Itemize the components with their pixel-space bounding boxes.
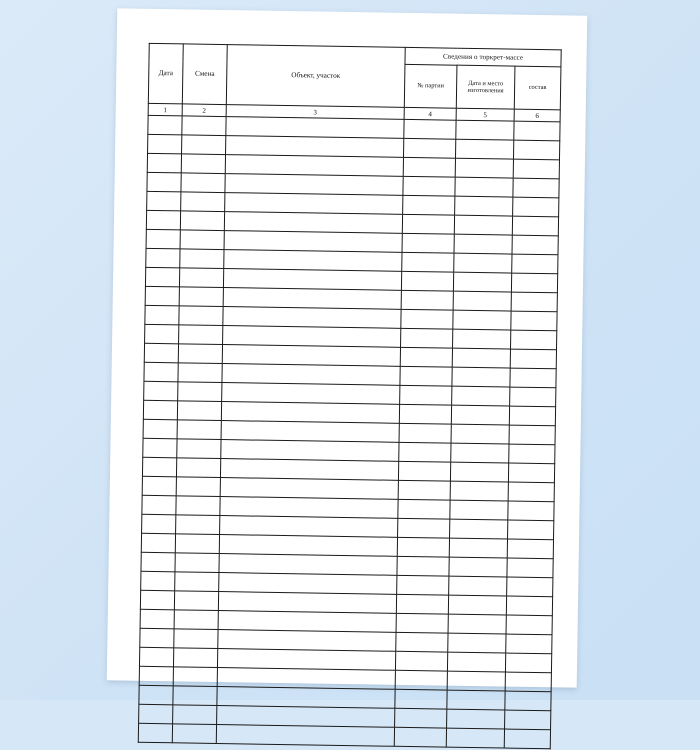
table-cell-empty[interactable] [506,634,552,654]
table-cell-empty[interactable] [146,248,180,268]
table-cell-empty[interactable] [404,138,456,158]
table-cell-empty[interactable] [403,195,455,215]
table-cell-empty[interactable] [512,235,558,255]
table-cell-empty[interactable] [142,495,176,515]
table-cell-empty[interactable] [507,539,553,559]
table-cell-empty[interactable] [401,271,453,291]
table-cell-empty[interactable] [396,613,448,633]
column-group-header-material-info: Сведения о торкрет-массе [405,47,561,66]
table-cell-empty[interactable] [139,666,173,686]
table-cell-empty[interactable] [511,292,557,312]
table-cell-empty[interactable] [139,704,173,724]
table-cell-empty[interactable] [174,610,218,630]
column-header-composition: состав [514,66,561,110]
table-cell-empty[interactable] [146,210,180,230]
table-cell-empty[interactable] [512,254,558,274]
table-cell-empty[interactable] [143,438,177,458]
table-cell-empty[interactable] [450,481,508,501]
table-cell-empty[interactable] [180,249,224,269]
table-cell-empty[interactable] [453,291,511,311]
table-cell-empty[interactable] [400,347,452,367]
table-cell-empty[interactable] [449,557,507,577]
table-cell-empty[interactable] [451,405,509,425]
table-cell-empty[interactable] [450,500,508,520]
table-cell-empty[interactable] [175,534,219,554]
table-cell-empty[interactable] [142,457,176,477]
table-cell-empty[interactable] [147,153,181,173]
table-cell-empty[interactable] [182,135,226,155]
table-cell-empty[interactable] [400,385,452,405]
journal-table [138,43,562,749]
table-cell-empty[interactable] [178,363,222,383]
table-cell-empty[interactable] [514,121,560,141]
table-cell-empty[interactable] [449,538,507,558]
table-cell-empty[interactable] [142,476,176,496]
table-cell-empty[interactable] [145,324,179,344]
table-cell-empty[interactable] [510,387,556,407]
table-cell-empty[interactable] [448,633,506,653]
column-header-date-place-manufacture: Дата и место изготовления [456,65,515,109]
table-cell-empty[interactable] [148,115,182,135]
table-cell-empty[interactable] [177,401,221,421]
table-cell-empty[interactable] [180,211,224,231]
table-cell-empty[interactable] [447,671,505,691]
table-cell-empty[interactable] [179,325,223,345]
table-cell-empty[interactable] [449,576,507,596]
table-cell-empty[interactable] [453,272,511,292]
table-cell-empty[interactable] [401,328,453,348]
table-cell-empty[interactable] [400,366,452,386]
table-cell-empty[interactable] [179,306,223,326]
table-cell-empty[interactable] [513,159,559,179]
table-cell-empty[interactable] [447,690,505,710]
table-cell-empty[interactable] [401,290,453,310]
table-cell-empty[interactable] [145,267,179,287]
table-cell-empty[interactable] [397,556,449,576]
table-cell-empty[interactable] [173,705,217,725]
table-cell-empty[interactable] [173,648,217,668]
table-cell-empty[interactable] [450,462,508,482]
table-cell-empty[interactable] [181,173,225,193]
table-cell-empty[interactable] [513,197,559,217]
table-cell-empty[interactable] [513,140,559,160]
table-cell-empty[interactable] [511,311,557,331]
table-cell-empty[interactable] [398,480,450,500]
table-cell-empty[interactable] [399,404,451,424]
table-cell-empty[interactable] [139,647,173,667]
table-cell-empty[interactable] [509,444,555,464]
table-cell-empty[interactable] [144,362,178,382]
table-cell-empty[interactable] [402,233,454,253]
table-cell-empty[interactable] [174,591,218,611]
table-cell-empty[interactable] [396,632,448,652]
table-cell-empty[interactable] [508,501,554,521]
table-cell-empty[interactable] [144,343,178,363]
table-cell-empty[interactable] [142,514,176,534]
table-cell-empty[interactable] [396,594,448,614]
table-cell-empty[interactable] [446,728,504,748]
table-cell-empty[interactable] [404,119,456,139]
column-header-shift: Смена [182,44,227,105]
table-cell-empty[interactable] [454,234,512,254]
table-cell-empty[interactable] [504,729,550,749]
table-cell-empty[interactable] [508,520,554,540]
table-cell-empty[interactable] [145,305,179,325]
table-cell-empty[interactable] [507,577,553,597]
table-cell-empty[interactable] [177,439,221,459]
table-cell-empty[interactable] [395,670,447,690]
column-header-batch-number: № партии [404,64,457,108]
table-cell-empty[interactable] [450,519,508,539]
table-cell-empty[interactable] [182,116,226,136]
table-cell-empty[interactable] [395,651,447,671]
table-cell-empty[interactable] [176,477,220,497]
table-cell-empty[interactable] [511,273,557,293]
table-cell-empty[interactable] [178,382,222,402]
column-header-object: Объект, участок [226,45,405,108]
table-cell-empty[interactable] [176,515,220,535]
table-cell-empty[interactable] [138,723,172,743]
table-cell-empty[interactable] [144,381,178,401]
table-cell-empty[interactable] [148,134,182,154]
table-cell-empty[interactable] [508,482,554,502]
table-cell-empty[interactable] [456,120,514,140]
table-cell-empty[interactable] [180,230,224,250]
table-cell-empty[interactable] [455,139,513,159]
table-cell-empty[interactable] [510,349,556,369]
table-cell-empty[interactable] [398,518,450,538]
document-page [107,8,587,687]
table-cell-empty[interactable] [181,192,225,212]
table-cell-empty[interactable] [513,178,559,198]
table-cell-empty[interactable] [174,629,218,649]
table-cell-empty[interactable] [143,400,177,420]
table-cell-empty[interactable] [397,575,449,595]
table-cell-empty[interactable] [394,727,446,747]
table-cell-empty[interactable] [403,157,455,177]
table-cell-empty[interactable] [451,424,509,444]
table-cell-empty[interactable] [452,348,510,368]
table-cell-empty[interactable] [216,724,394,746]
column-number-1: 1 [148,103,182,116]
table-cell-empty[interactable] [455,177,513,197]
table-cell-empty[interactable] [448,595,506,615]
table-cell-empty[interactable] [141,571,175,591]
table-cell-empty[interactable] [505,672,551,692]
table-cell-empty[interactable] [399,423,451,443]
table-cell-empty[interactable] [181,154,225,174]
table-cell-empty[interactable] [179,287,223,307]
table-cell-empty[interactable] [399,442,451,462]
table-cell-empty[interactable] [177,420,221,440]
table-cell-empty[interactable] [143,419,177,439]
table-cell-empty[interactable] [453,310,511,330]
table-cell-empty[interactable] [139,685,173,705]
table-cell-empty[interactable] [451,443,509,463]
table-cell-empty[interactable] [511,330,557,350]
table-cell-empty[interactable] [173,686,217,706]
table-header-group-row [149,43,561,66]
table-cell-empty[interactable] [505,653,551,673]
table-cell-empty[interactable] [403,176,455,196]
table-cell-empty[interactable] [509,406,555,426]
table-cell-empty[interactable] [448,614,506,634]
column-number-2: 2 [182,104,226,117]
table-cell-empty[interactable] [176,496,220,516]
table-cell-empty[interactable] [402,252,454,272]
column-number-5: 5 [456,108,514,121]
table-cell-empty[interactable] [505,710,551,730]
table-cell-empty[interactable] [146,229,180,249]
table-cell-empty[interactable] [147,172,181,192]
table-cell-empty[interactable] [397,537,449,557]
table-cell-empty[interactable] [401,309,453,329]
table-cell-empty[interactable] [398,499,450,519]
table-cell-empty[interactable] [506,596,552,616]
table-cell-empty[interactable] [454,253,512,273]
table-cell-empty[interactable] [452,367,510,387]
table-cell-empty[interactable] [179,268,223,288]
table-cell-empty[interactable] [447,652,505,672]
table-cell-empty[interactable] [512,216,558,236]
table-cell-empty[interactable] [176,458,220,478]
table-cell-empty[interactable] [510,368,556,388]
column-number-3: 3 [226,105,404,120]
table-cell-empty[interactable] [453,329,511,349]
table-cell-empty[interactable] [507,558,553,578]
table-cell-empty[interactable] [395,708,447,728]
table-cell-empty[interactable] [508,463,554,483]
table-cell-empty[interactable] [447,709,505,729]
table-cell-empty[interactable] [455,196,513,216]
table-cell-empty[interactable] [140,628,174,648]
table-cell-empty[interactable] [175,572,219,592]
table-cell-empty[interactable] [141,533,175,553]
table-cell-empty[interactable] [173,667,217,687]
table-cell-empty[interactable] [178,344,222,364]
table-cell-empty[interactable] [141,552,175,572]
table-cell-empty[interactable] [402,214,454,234]
table-cell-empty[interactable] [398,461,450,481]
table-cell-empty[interactable] [145,286,179,306]
page-content [139,43,561,667]
table-cell-empty[interactable] [140,590,174,610]
table-cell-empty[interactable] [505,691,551,711]
table-cell-empty[interactable] [395,689,447,709]
table-cell-empty[interactable] [452,386,510,406]
table-cell-empty[interactable] [509,425,555,445]
table-cell-empty[interactable] [506,615,552,635]
column-header-date: Дата [148,43,183,104]
column-number-6: 6 [514,109,560,122]
column-number-4: 4 [404,107,456,120]
table-cell-empty[interactable] [455,158,513,178]
table-cell-empty[interactable] [175,553,219,573]
table-cell-empty[interactable] [140,609,174,629]
table-cell-empty[interactable] [172,724,216,744]
table-cell-empty[interactable] [147,191,181,211]
table-cell-empty[interactable] [454,215,512,235]
blank-rows-body [138,115,560,748]
